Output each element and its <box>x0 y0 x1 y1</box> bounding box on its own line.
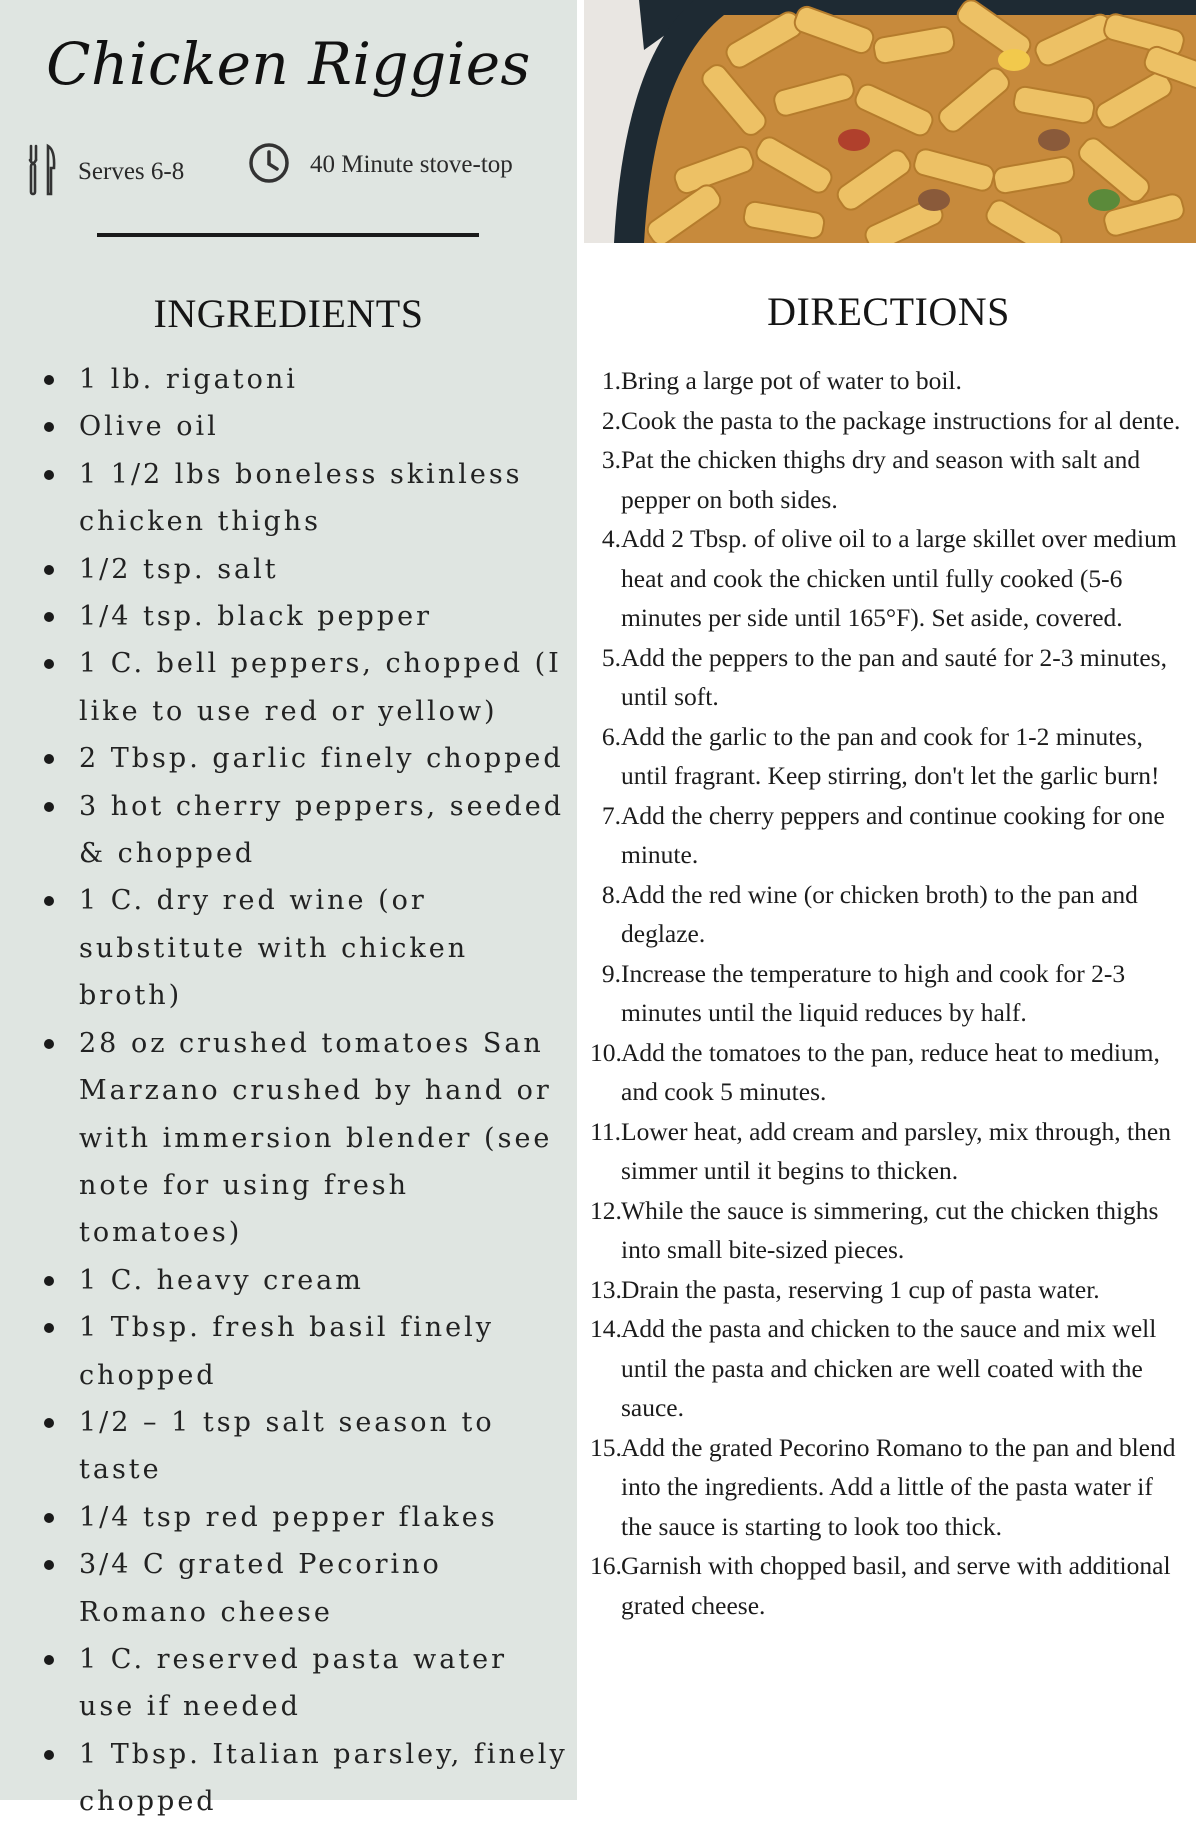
step-number: 8. <box>601 879 621 909</box>
step-text: Bring a large pot of water to boil. <box>621 366 962 395</box>
direction-step <box>590 440 1190 519</box>
bullet-icon <box>44 1039 54 1049</box>
step-text: Lower heat, add cream and parsley, mix through, then simmer until it begins to thicken. <box>621 1116 1171 1185</box>
direction-step <box>590 1033 1190 1112</box>
ingredient-text: 1 Tbsp. Italian parsley, finely chopped <box>79 1738 568 1818</box>
ingredient-text: 28 oz crushed tomatoes San Marzano crushed by hand or with immersion blender (see note for using fresh tomatoes) <box>79 1027 553 1249</box>
direction-step <box>590 1270 1190 1310</box>
direction-step <box>590 1309 1190 1428</box>
bullet-icon <box>44 754 54 764</box>
bullet-icon <box>44 1655 54 1665</box>
step-number: 7. <box>601 800 621 830</box>
bullet-icon <box>44 802 54 812</box>
ingredient-item <box>40 877 570 1019</box>
garnish-piece <box>998 49 1030 71</box>
step-text: Add the grated Pecorino Romano to the pan and blend into the ingredients. Add a little of the pasta water if the sauce is starting to look too thick. <box>621 1432 1176 1541</box>
direction-step <box>590 717 1190 796</box>
ingredient-text: 3/4 C grated Pecorino Romano cheese <box>79 1549 442 1628</box>
step-number: 14. <box>590 1314 622 1343</box>
ingredient-text: Olive oil <box>79 411 219 443</box>
pasta-photo <box>584 0 1196 243</box>
ingredient-text: 1 C. dry red wine (or substitute with chicken broth) <box>79 885 469 1012</box>
bullet-icon <box>44 422 54 432</box>
bullet-icon <box>44 1513 54 1523</box>
bullet-icon <box>44 1323 54 1333</box>
directions-heading: DIRECTIONS <box>767 289 1010 334</box>
title-divider <box>97 233 479 237</box>
step-text: While the sauce is simmering, cut the chicken thighs into small bite-sized pieces. <box>621 1195 1159 1264</box>
serves-info <box>28 142 184 202</box>
pasta-skillet-illustration <box>584 0 1196 243</box>
step-number: 15. <box>590 1432 622 1462</box>
step-number: 5. <box>601 642 621 672</box>
ingredients-heading: INGREDIENTS <box>153 291 424 336</box>
step-text: Add the tomatoes to the pan, reduce heat to medium, and cook 5 minutes. <box>621 1037 1160 1106</box>
step-text: Add the pasta and chicken to the sauce and mix well until the pasta and chicken are well coated with the sauce. <box>621 1314 1157 1422</box>
step-number: 1. <box>601 366 621 395</box>
clock-icon <box>248 142 290 188</box>
ingredient-text: 1/2 tsp. salt <box>79 553 279 585</box>
ingredient-item <box>40 403 570 450</box>
step-text: Add 2 Tbsp. of olive oil to a large skillet over medium heat and cook the chicken until fully cooked (5-6 minutes per side until 165°F). Set aside, covered. <box>621 524 1177 632</box>
ingredient-item <box>40 1494 570 1541</box>
ingredient-text: 1 lb. rigatoni <box>79 364 298 395</box>
serves-text: Serves 6-8 <box>78 158 185 185</box>
direction-step <box>590 875 1190 954</box>
ingredient-item <box>40 1399 570 1494</box>
ingredient-text: 3 hot cherry peppers, seeded & chopped <box>79 790 565 870</box>
ingredient-text: 1 C. bell peppers, chopped (I like to use red or yellow) <box>79 648 562 727</box>
ingredients-list <box>40 356 570 1826</box>
ingredient-item <box>40 1257 570 1304</box>
ingredient-item <box>40 1541 570 1636</box>
fork-knife-icon <box>28 142 58 202</box>
step-number: 9. <box>601 958 621 988</box>
recipe-meta <box>28 142 568 202</box>
ingredient-text: 1 1/2 lbs boneless skinless chicken thighs <box>79 458 523 538</box>
step-number: 12. <box>590 1195 622 1225</box>
bullet-icon <box>44 1418 54 1428</box>
ingredient-item <box>40 1020 570 1257</box>
direction-step <box>590 519 1190 638</box>
ingredient-text: 1/2 – 1 tsp salt season to taste <box>79 1406 495 1486</box>
ingredient-text: 1 C. heavy cream <box>79 1264 364 1296</box>
ingredient-item <box>40 1636 570 1731</box>
direction-step <box>590 1191 1190 1270</box>
bullet-icon <box>44 375 54 385</box>
direction-step <box>590 1112 1190 1191</box>
bullet-icon <box>44 565 54 575</box>
direction-step <box>590 638 1190 717</box>
step-text: Add the cherry peppers and continue cooking for one minute. <box>621 800 1165 869</box>
garnish-piece <box>918 189 950 211</box>
step-number: 6. <box>601 721 621 751</box>
bullet-icon <box>44 1750 54 1760</box>
step-number: 11. <box>590 1116 621 1146</box>
ingredient-item <box>40 1304 570 1399</box>
garnish-piece <box>1038 129 1070 151</box>
ingredient-item <box>40 640 570 735</box>
step-number: 10. <box>590 1037 622 1067</box>
ingredient-text: 1 Tbsp. fresh basil finely chopped <box>79 1312 495 1391</box>
bullet-icon <box>44 470 54 480</box>
directions-list <box>590 361 1190 1625</box>
ingredient-text: 1 C. reserved pasta water use if needed <box>79 1643 508 1723</box>
bullet-icon <box>44 612 54 622</box>
time-info <box>248 142 513 188</box>
garnish-piece <box>1088 189 1120 211</box>
bullet-icon <box>44 1560 54 1570</box>
step-number: 2. <box>601 405 621 435</box>
step-text: Drain the pasta, reserving 1 cup of pasta water. <box>621 1274 1100 1304</box>
ingredient-item <box>40 593 570 640</box>
ingredient-text: 1/4 tsp red pepper flakes <box>79 1501 498 1533</box>
direction-step <box>590 361 1190 401</box>
time-text: 40 Minute stove-top <box>310 151 513 178</box>
ingredient-item <box>40 546 570 593</box>
step-text: Add the peppers to the pan and sauté for 2-3 minutes, until soft. <box>621 642 1167 711</box>
direction-step <box>590 401 1190 441</box>
step-number: 4. <box>601 524 621 553</box>
direction-step <box>590 1546 1190 1625</box>
step-text: Pat the chicken thighs dry and season with salt and pepper on both sides. <box>621 445 1141 514</box>
step-number: 16. <box>590 1551 622 1580</box>
bullet-icon <box>44 1276 54 1286</box>
garnish-piece <box>838 129 870 151</box>
direction-step <box>590 796 1190 875</box>
step-text: Increase the temperature to high and cook for 2-3 minutes until the liquid reduces by half. <box>621 958 1126 1027</box>
ingredient-text: 2 Tbsp. garlic finely chopped <box>79 743 564 775</box>
direction-step <box>590 954 1190 1033</box>
direction-step <box>590 1428 1190 1547</box>
step-text: Cook the pasta to the package instructions for al dente. <box>621 405 1181 435</box>
step-number: 13. <box>590 1274 622 1304</box>
bullet-icon <box>44 896 54 906</box>
ingredient-item <box>40 451 570 546</box>
ingredient-item <box>40 1731 570 1826</box>
ingredient-item <box>40 735 570 782</box>
step-text: Add the garlic to the pan and cook for 1-2 minutes, until fragrant. Keep stirring, don't let the garlic burn! <box>621 721 1160 790</box>
recipe-title: Chicken Riggies <box>46 30 531 98</box>
bullet-icon <box>44 659 54 669</box>
ingredient-item <box>40 783 570 878</box>
step-text: Add the red wine (or chicken broth) to the pan and deglaze. <box>621 879 1138 948</box>
ingredient-item <box>40 356 570 403</box>
step-text: Garnish with chopped basil, and serve with additional grated cheese. <box>621 1551 1171 1620</box>
ingredient-text: 1/4 tsp. black pepper <box>79 601 432 633</box>
step-number: 3. <box>601 445 621 474</box>
